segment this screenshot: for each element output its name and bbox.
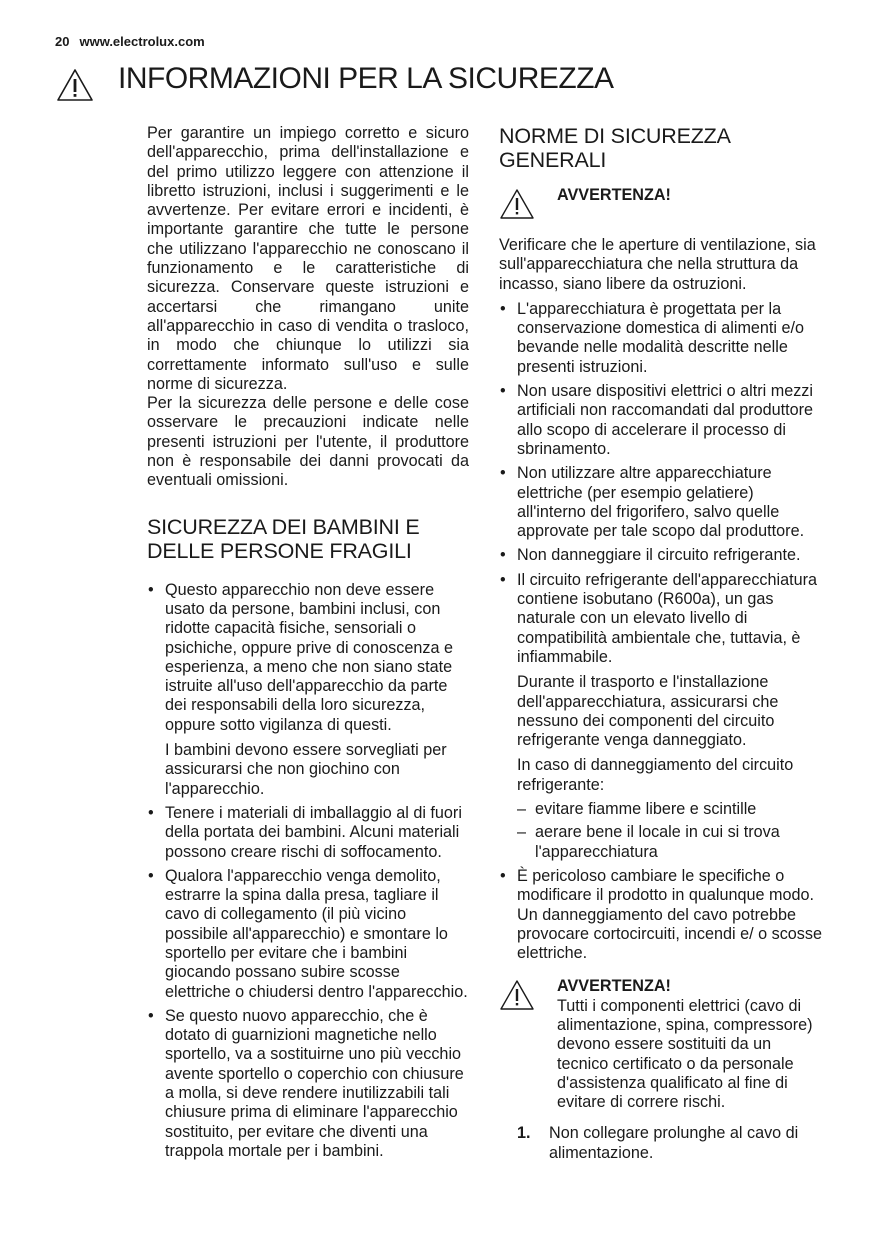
warning-triangle-icon — [499, 979, 535, 1011]
dash-list — [517, 800, 825, 862]
intro-paragraph: Per garantire un impiego corretto e sicuro dell'apparecchio, prima dell'installazione e del primo utilizzo leggere con attenzione il libretto istruzioni, inclusi i suggerimenti e le avvertenze. Per evitare errori e incidenti, è importante garantire che tutte le persone che utilizzano l'apparecchio ne conoscano il funzionamento e le caratteristiche di sicurezza. Conservare queste istruzioni e accertarsi che rimangano unite all'apparecchio in caso di vendita o trasloco, in modo che chiunque lo utilizzi sia correttamente informato sull'uso e sulle norme di sicurezza. — [147, 124, 469, 393]
list-item — [147, 1007, 469, 1161]
warning-block — [499, 186, 825, 226]
warning-label: AVVERTENZA! — [557, 977, 671, 996]
list-item-text: L'apparecchiatura è progettata per la conservazione domestica di alimenti e/o bevande nelle modalità descritte nelle presenti istruzioni. — [517, 299, 805, 376]
page-number: 20 — [55, 34, 70, 49]
numbered-item-text: Non collegare prolunghe al cavo di alimentazione. — [549, 1124, 799, 1162]
dash-item: – aerare bene il locale in cui si trova l'apparecchiatura — [517, 823, 825, 862]
list-item-subtext: I bambini devono essere sorvegliati per assicurarsi che non giochino con l'apparecchio. — [165, 741, 447, 798]
list-item-text: Se questo nuovo apparecchio, che è dotato di guarnizioni magnetiche nello sportello, va a sostituirne uno più vecchio avente sportello o coperchio con chiusure a molla, si deve rendere inutilizzabili tali chiusure prima di eliminare l'apparecchio sostituito, per evitare che diventi una trappola mortale per i bambini. — [165, 1006, 464, 1160]
list-item — [499, 464, 825, 541]
right-column — [499, 124, 825, 1163]
warning-label: AVVERTENZA! — [557, 186, 671, 204]
item-number: 1. — [517, 1124, 531, 1143]
list-item — [499, 382, 825, 459]
list-item-text: Non danneggiare il circuito refrigerante. — [517, 546, 801, 565]
list-item-text: Qualora l'apparecchio venga demolito, estrarre la spina dalla presa, tagliare il cavo di collegamento (il più vicino possibile all'apparecchio) e smontare lo sportello per evitare che i bambini giocando possano subire scosse elettriche o chiudersi dentro l'apparecchio. — [165, 866, 468, 1001]
warning-triangle-icon — [56, 68, 94, 102]
children-safety-title: SICUREZZA DEI BAMBINI E DELLE PERSONE FRAGILI — [147, 514, 420, 563]
site-url: www.electrolux.com — [79, 34, 205, 49]
numbered-item — [517, 1124, 825, 1163]
list-item-text: Tenere i materiali di imballaggio al di fuori della portata dei bambini. Alcuni materiali possono creare rischi di soffocamento. — [165, 803, 462, 861]
list-item — [147, 581, 469, 799]
page-header — [55, 34, 205, 49]
dash-item: – evitare fiamme libere e scintille — [517, 800, 825, 819]
list-item — [499, 546, 825, 565]
warning-text: Tutti i componenti elettrici (cavo di alimentazione, spina, compressore) devono essere sostituiti da un tecnico certificato o da personale d'assistenza qualificato al fine di evitare di correre rischi. — [557, 996, 813, 1112]
list-item — [147, 867, 469, 1002]
page-title: INFORMAZIONI PER LA SICUREZZA — [118, 62, 614, 95]
list-item — [147, 804, 469, 862]
intro-paragraph-2: Per la sicurezza delle persone e delle cose osservare le precauzioni indicate nelle presenti istruzioni per l'utente, il produttore non è responsabile dei danni provocati da eventuali omissioni. — [147, 394, 469, 490]
damage-paragraph: In caso di danneggiamento del circuito refrigerante: — [517, 756, 794, 794]
list-item-text: Non usare dispositivi elettrici o altri mezzi artificiali non raccomandati dal produttore allo scopo di accelerare il processo di sbrinamento. — [517, 382, 814, 458]
list-item — [499, 300, 825, 377]
transport-paragraph: Durante il trasporto e l'installazione dell'apparecchiatura, assicurarsi che nessuno dei componenti del circuito refrigerante venga danneggiato. — [517, 673, 779, 750]
list-item-text: Questo apparecchio non deve essere usato da persone, bambini inclusi, con ridotte capacità fisiche, sensoriali o psichiche, oppure prive di conoscenza e esperienza, a meno che non siano state istruite all'uso dell'apparecchio da parte dei responsabili della loro sicurezza, oppure sotto vigilanza di questi. — [165, 580, 453, 734]
list-item — [499, 867, 825, 963]
left-column — [147, 124, 469, 1166]
warning-triangle-icon — [499, 188, 535, 220]
list-item — [499, 571, 825, 862]
numbered-list — [517, 1124, 825, 1163]
children-safety-list — [147, 581, 469, 1162]
list-item-text: È pericoloso cambiare le specifiche o modificare il prodotto in qualunque modo. Un danneggiamento del cavo potrebbe provocare cortocircuiti, incendi e/ o scosse elettriche. — [517, 866, 823, 963]
list-item-text: Non utilizzare altre apparecchiature elettriche (per esempio gelatiere) all'interno del frigorifero, salvo quelle approvate per tale scopo dal produttore. — [517, 464, 805, 541]
warning-block-2 — [499, 977, 825, 1112]
general-safety-list — [499, 300, 825, 964]
general-safety-title: NORME DI SICUREZZA GENERALI — [499, 124, 730, 172]
list-item-text: Il circuito refrigerante dell'apparecchiatura contiene isobutano (R600a), un gas naturale con un elevato livello di compatibilità ambientale che, tuttavia, è infiammabile. — [517, 570, 818, 666]
ventilation-paragraph: Verificare che le aperture di ventilazione, sia sull'apparecchiatura che nella struttura da incasso, siano libere da ostruzioni. — [499, 236, 816, 293]
